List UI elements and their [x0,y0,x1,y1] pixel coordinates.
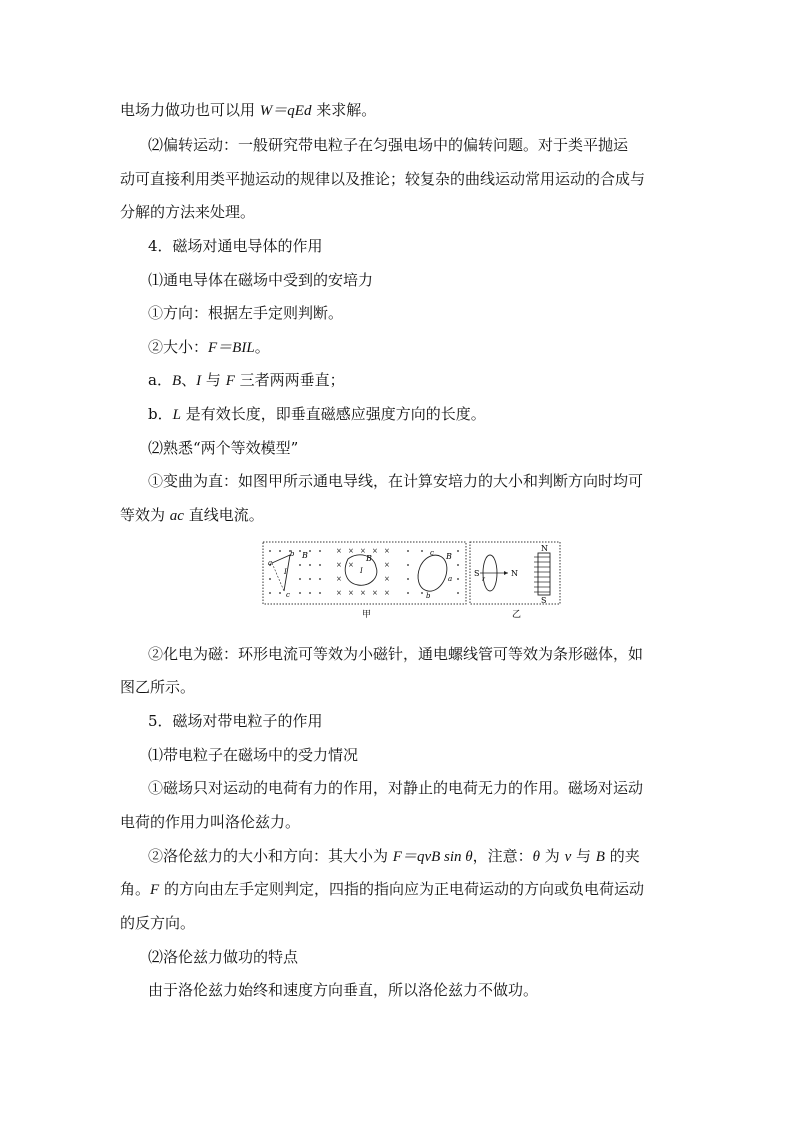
solenoid [538,553,550,595]
text: 的方向由左手定则判定，四指的指向应为正电荷运动的方向或负电荷运动 [159,880,644,898]
text: ②洛伦兹力的大小和方向：其大小为 [148,847,393,865]
item-b [148,403,486,426]
var-b: B [595,849,605,865]
lorentz-no-work: 由于洛伦兹力始终和速度方向垂直，所以洛伦兹力不做功。 [148,981,539,999]
var-l: L [172,407,181,423]
var-f: F [150,882,160,898]
equivalent-line-ac [272,563,284,591]
label-n-solenoid: N [541,544,548,553]
text: 角。 [120,880,151,898]
label-c: c [286,591,290,599]
svg-text:×: × [348,589,354,597]
paragraph-deflection-line3: 分解的方法来处理。 [120,203,256,221]
svg-text:×: × [372,589,378,597]
formula-lorentz: F＝qvB sin θ [392,849,473,865]
var-v: v [564,849,572,865]
svg-text:×: × [336,547,342,555]
svg-text:×: × [336,561,342,569]
closed-loop-right [418,555,447,591]
text: 、 [181,371,197,389]
paragraph-deflection-line1: ⑵偏转运动：一般研究带电粒子在匀强电场中的偏转问题。对于类平抛运 [148,136,629,154]
text: b． [148,405,173,423]
text: 为 [540,847,565,865]
text: 等效为 [120,506,170,524]
label-a: a [268,559,273,567]
lorentz-line1 [148,845,640,868]
label-b-right: B [446,552,452,561]
text: 与 [201,371,226,389]
svg-text:×: × [384,561,390,569]
subheading-4-1: ⑴通电导体在磁场中受到的安培力 [148,271,374,289]
label-b-middle: B [366,554,372,563]
var-i: I [196,373,202,389]
lorentz-line2 [120,878,644,901]
bent-wire-left [272,555,290,591]
text: ，注意： [472,847,533,865]
var-theta: θ [532,849,541,865]
model-2-line1: ②化电为磁：环形电流可等效为小磁针，通电螺线管可等效为条形磁体，如 [148,645,644,663]
var-f: F [225,373,235,389]
svg-text:×: × [360,547,366,555]
heading-section-5: 5．磁场对带电粒子的作用 [148,712,323,730]
text: 。 [254,338,270,356]
svg-text:×: × [348,547,354,555]
text: a． [148,371,172,389]
label-a-right: a [448,575,453,583]
text: 三者两两垂直； [234,371,345,389]
svg-text:×: × [336,589,342,597]
svg-text:×: × [372,547,378,555]
item-direction: ①方向：根据左手定则判断。 [148,304,344,322]
svg-text:×: × [384,589,390,597]
formula-f-bil: F＝BIL [208,340,255,356]
text: 的夹 [604,847,640,865]
formula-w-qed: W＝qEd [259,103,312,119]
svg-text:×: × [348,561,354,569]
var-b: B [171,373,182,389]
text: 直线电流。 [183,506,264,524]
arrow-head-icon [504,571,508,575]
subheading-4-2: ⑵熟悉“两个等效模型” [148,439,299,457]
label-b-field: B [302,551,308,560]
label-i-middle: I [360,567,363,575]
svg-text:×: × [336,575,342,583]
solenoid-coils [534,557,550,592]
model-1-line1: ①变曲为直：如图甲所示通电导线，在计算安培力的大小和判断方向时均可 [148,472,644,490]
svg-text:×: × [384,575,390,583]
label-c-right: c [430,549,434,557]
model-2-line2: 图乙所示。 [120,678,196,696]
lorentz-line3: 的反方向。 [120,914,196,932]
text: 与 [571,847,596,865]
field-dots-left [269,550,321,594]
svg-text:×: × [384,547,390,555]
field-crosses-middle [336,547,390,597]
item-a [148,369,345,392]
force-line1: ①磁场只对运动的电荷有力的作用，对静止的电荷无力的作用。磁场对运动 [148,779,644,797]
paragraph-work-formula [120,99,376,122]
caption-jia: 甲 [362,610,372,620]
label-s-ring: S [474,569,480,578]
caption-yi: 乙 [512,610,522,620]
paragraph-deflection-line2: 动可直接利用类平抛运动的规律以及推论；较复杂的曲线运动常用运动的合成与 [120,170,646,188]
label-b: b [290,550,295,558]
figure-equivalent-models [262,541,562,623]
text: 电场力做功也可以用 [120,101,260,119]
svg-text:×: × [360,589,366,597]
text: ②大小： [148,338,209,356]
label-r: r [482,576,485,583]
text: 是有效长度，即垂直磁感应强度方向的长度。 [180,405,486,423]
subheading-5-2: ⑵洛伦兹力做功的特点 [148,948,299,966]
label-s-solenoid: S [541,596,547,605]
text: 来求解。 [311,101,377,119]
model-1-line2 [120,504,264,527]
label-n-ring: N [511,569,518,578]
subheading-5-1: ⑴带电粒子在磁场中的受力情况 [148,746,359,764]
item-magnitude [148,336,270,359]
force-line2: 电荷的作用力叫洛伦兹力。 [120,813,301,831]
heading-section-4: 4．磁场对通电导体的作用 [148,237,323,255]
var-ac: ac [169,508,184,524]
label-b-right-pt: b [426,592,431,600]
label-i: I [284,568,287,576]
